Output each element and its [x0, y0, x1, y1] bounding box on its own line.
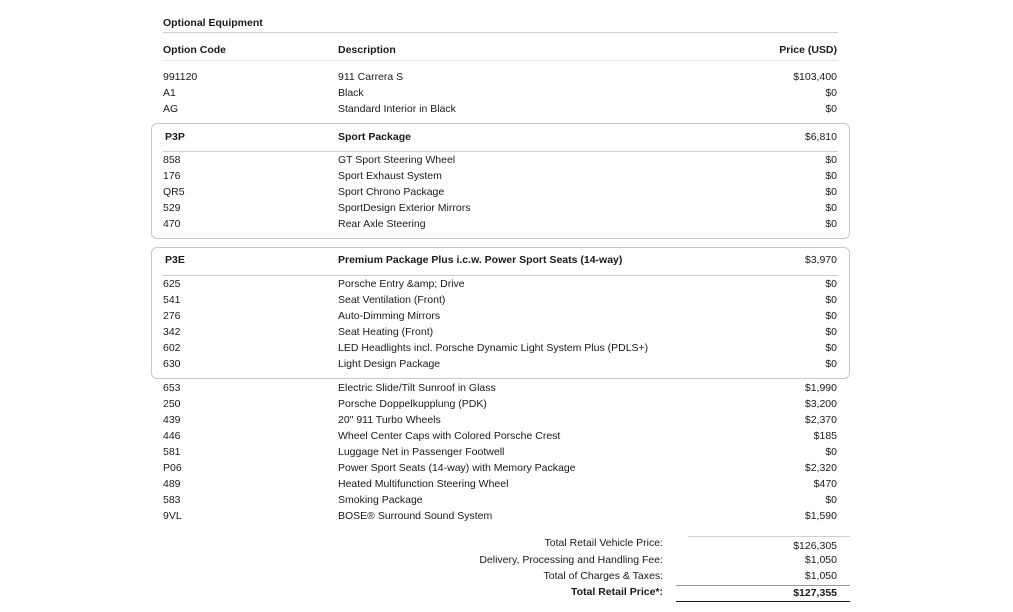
package-item-description: Light Design Package [338, 358, 441, 370]
package-code: P3E [165, 254, 185, 266]
header-divider [163, 60, 838, 61]
package-item-code: 276 [163, 310, 181, 322]
row-description: Porsche Doppelkupplung (PDK) [338, 398, 487, 410]
row-description: Standard Interior in Black [338, 103, 456, 115]
package-item-description: Sport Chrono Package [338, 186, 445, 198]
package-item-price: $0 [825, 358, 837, 370]
summary-value-total: $127,355 [793, 587, 837, 599]
section-title: Optional Equipment [163, 17, 263, 29]
package-item-price: $0 [825, 326, 837, 338]
row-price: $470 [813, 478, 837, 490]
row-description: Heated Multifunction Steering Wheel [338, 478, 509, 490]
row-code: AG [163, 103, 179, 115]
package-item-code: 858 [163, 154, 181, 166]
row-code: 581 [163, 446, 181, 458]
package-price: $6,810 [804, 131, 837, 143]
row-code: 446 [163, 430, 181, 442]
package-item-code: 541 [163, 294, 181, 306]
row-code: 489 [163, 478, 181, 490]
row-code: P06 [163, 462, 182, 474]
row-description: Luggage Net in Passenger Footwell [338, 446, 505, 458]
package-item-description: Seat Heating (Front) [338, 326, 434, 338]
summary-value-vehicle-price: $126,305 [793, 540, 837, 552]
row-price: $185 [813, 430, 837, 442]
row-price: $0 [825, 103, 837, 115]
row-price: $1,590 [804, 510, 837, 522]
row-price: $0 [825, 446, 837, 458]
row-description: BOSE® Surround Sound System [338, 510, 493, 522]
summary-label-total: Total Retail Price*: [571, 586, 663, 598]
package-item-code: 176 [163, 170, 181, 182]
package-item-code: QR5 [163, 186, 185, 198]
package-divider [163, 275, 838, 276]
summary-top-rule [688, 536, 850, 537]
row-price: $1,990 [804, 382, 837, 394]
summary-value-delivery-fee: $1,050 [804, 554, 837, 566]
package-description: Sport Package [338, 131, 411, 143]
package-box-sport [151, 123, 850, 239]
row-code: 991120 [163, 71, 198, 83]
package-item-price: $0 [825, 154, 837, 166]
package-item-description: Seat Ventilation (Front) [338, 294, 446, 306]
package-item-price: $0 [825, 202, 837, 214]
package-item-code: 529 [163, 202, 181, 214]
row-description: 20" 911 Turbo Wheels [338, 414, 441, 426]
package-item-price: $0 [825, 310, 837, 322]
header-price: Price (USD) [779, 44, 837, 56]
row-price: $0 [825, 87, 837, 99]
package-description: Premium Package Plus i.c.w. Power Sport Seats (14-way) [338, 254, 623, 266]
package-item-price: $0 [825, 278, 837, 290]
package-item-code: 342 [163, 326, 181, 338]
row-description: Smoking Package [338, 494, 423, 506]
package-item-code: 470 [163, 218, 181, 230]
header-description: Description [338, 44, 396, 56]
row-price: $0 [825, 494, 837, 506]
package-item-price: $0 [825, 294, 837, 306]
package-item-code: 602 [163, 342, 181, 354]
header-option-code: Option Code [163, 44, 226, 56]
package-item-description: Sport Exhaust System [338, 170, 442, 182]
row-description: Black [338, 87, 364, 99]
row-price: $2,320 [804, 462, 837, 474]
summary-value-charges-taxes: $1,050 [804, 570, 837, 582]
package-item-code: 630 [163, 358, 181, 370]
package-item-code: 625 [163, 278, 181, 290]
row-description: Wheel Center Caps with Colored Porsche Crest [338, 430, 561, 442]
row-code: 439 [163, 414, 181, 426]
summary-label-vehicle-price: Total Retail Vehicle Price: [544, 537, 663, 549]
package-item-description: Rear Axle Steering [338, 218, 426, 230]
row-code: 250 [163, 398, 181, 410]
row-price: $2,370 [804, 414, 837, 426]
row-code: 9VL [163, 510, 182, 522]
package-item-description: SportDesign Exterior Mirrors [338, 202, 471, 214]
row-description: 911 Carrera S [338, 71, 404, 83]
package-item-description: Auto-Dimming Mirrors [338, 310, 441, 322]
summary-label-charges-taxes: Total of Charges & Taxes: [543, 570, 663, 582]
package-item-price: $0 [825, 170, 837, 182]
package-item-price: $0 [825, 218, 837, 230]
package-code: P3P [165, 131, 185, 143]
title-divider [163, 32, 838, 33]
package-item-description: GT Sport Steering Wheel [338, 154, 456, 166]
row-code: 653 [163, 382, 181, 394]
row-description: Electric Slide/Tilt Sunroof in Glass [338, 382, 496, 394]
row-price: $103,400 [793, 71, 837, 83]
row-price: $3,200 [804, 398, 837, 410]
row-description: Power Sport Seats (14-way) with Memory Package [338, 462, 576, 474]
summary-bottom-rule [676, 601, 850, 602]
row-code: 583 [163, 494, 181, 506]
package-price: $3,970 [804, 254, 837, 266]
package-item-description: Porsche Entry &amp; Drive [338, 278, 465, 290]
package-item-price: $0 [825, 342, 837, 354]
row-code: A1 [163, 87, 176, 99]
summary-label-delivery-fee: Delivery, Processing and Handling Fee: [479, 554, 663, 566]
package-item-price: $0 [825, 186, 837, 198]
package-item-description: LED Headlights incl. Porsche Dynamic Light System Plus (PDLS+) [338, 342, 649, 354]
package-divider [163, 151, 838, 152]
